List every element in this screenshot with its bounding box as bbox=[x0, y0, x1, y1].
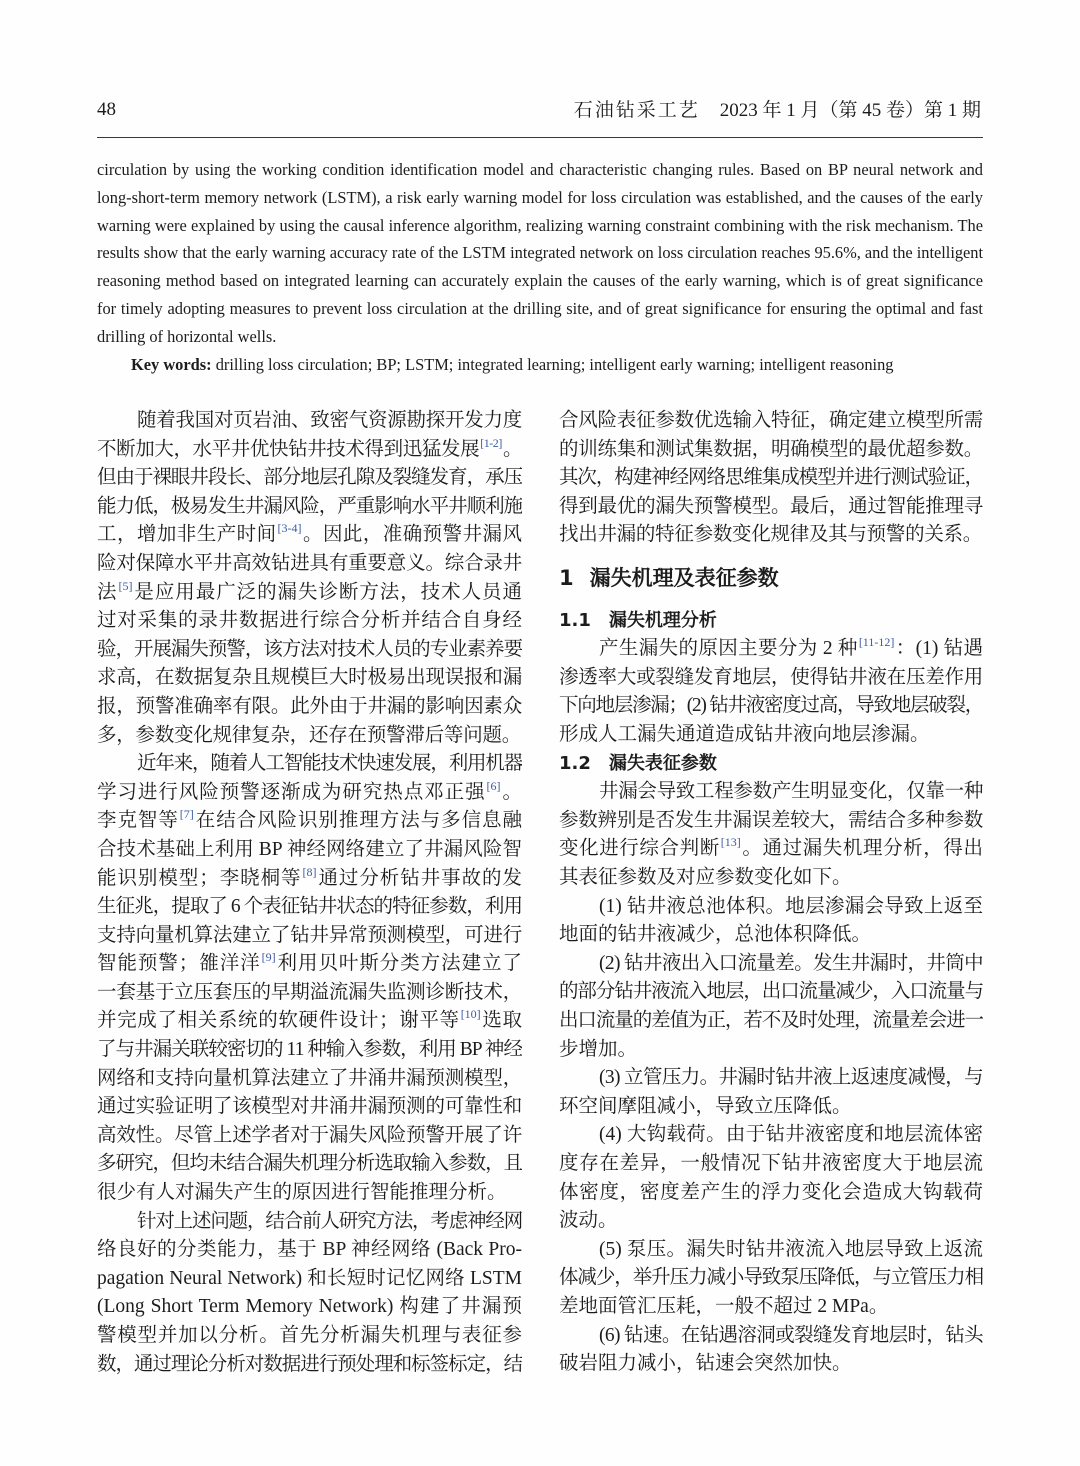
text-segment: 并完成了相关系统的软硬件设计；谢平等 bbox=[97, 1010, 460, 1032]
text-segment: 通过实验证明了该模型对井涌井漏预测的可靠性和 bbox=[97, 1096, 522, 1118]
text-line bbox=[97, 407, 522, 436]
text-segment: 得到最优的漏失预警模型。最后，通过智能推理寻 bbox=[559, 495, 983, 517]
text-line bbox=[97, 212, 983, 240]
abstract-text bbox=[97, 156, 983, 351]
text-segment: 能识别模型；李晓桐等 bbox=[97, 867, 302, 889]
text-line bbox=[559, 721, 983, 750]
text-segment: 差地面管汇压耗，一般不超过 2 MPa。 bbox=[559, 1295, 889, 1317]
text-segment: 。通过漏失机理分析，得出 bbox=[741, 838, 983, 860]
text-segment: 高效性。尽管上述学者对于漏失风险预警开展了许 bbox=[97, 1124, 522, 1146]
body-paragraph bbox=[97, 407, 522, 750]
text-segment: 支持向量机算法建立了钻井异常预测模型，可进行 bbox=[97, 924, 522, 946]
right-column bbox=[559, 407, 983, 1379]
text-segment: 出口流量的差值为正，若不及时处理，流量差会进一 bbox=[559, 1009, 983, 1031]
left-column bbox=[97, 407, 522, 1379]
keywords-label: Key words: bbox=[131, 354, 212, 374]
text-line bbox=[97, 1293, 522, 1322]
text-segment: 工，增加非生产时间 bbox=[97, 524, 277, 546]
citation: [7] bbox=[179, 807, 194, 822]
text-segment: pagation Neural Network) 和长短时记忆网络 LSTM bbox=[97, 1267, 522, 1289]
text-segment: 能力低，极易发生井漏风险，严重影响水平井顺利施 bbox=[97, 495, 522, 517]
text-segment: 。 bbox=[501, 781, 522, 803]
text-line bbox=[97, 979, 522, 1008]
subsection-number: 1.2 bbox=[559, 752, 591, 774]
text-segment: 度存在差异，一般情况下钻井液密度大于地层流 bbox=[559, 1152, 983, 1174]
body-paragraph bbox=[559, 1064, 983, 1121]
text-line bbox=[559, 1064, 983, 1093]
text-segment: 网络和支持向量机算法建立了井涌井漏预测模型， bbox=[97, 1067, 522, 1089]
subsection-heading bbox=[559, 750, 983, 779]
text-segment: reasoning method based on integrated learning can accurately explain the causes of the early warning, which is of great significance bbox=[97, 271, 983, 291]
body-paragraph bbox=[97, 1208, 522, 1380]
body-paragraph bbox=[559, 1121, 983, 1235]
text-segment: 了与井漏关联较密切的 11 种输入参数，利用 BP 神经 bbox=[97, 1039, 522, 1061]
text-line bbox=[97, 693, 522, 722]
text-line bbox=[559, 950, 983, 979]
body-paragraph bbox=[559, 407, 983, 550]
text-line bbox=[97, 267, 983, 295]
text-line bbox=[559, 921, 983, 950]
text-line bbox=[97, 1322, 522, 1351]
text-line bbox=[97, 493, 522, 522]
text-line bbox=[97, 1179, 522, 1208]
text-line bbox=[559, 521, 983, 550]
text-segment: 变化进行综合判断 bbox=[559, 838, 720, 860]
text-line bbox=[97, 893, 522, 922]
citation: [6] bbox=[486, 778, 501, 793]
text-line bbox=[97, 1093, 522, 1122]
text-line bbox=[97, 184, 983, 212]
text-segment: 的训练集和测试集数据，明确模型的最优超参数。 bbox=[559, 438, 983, 460]
text-segment: 破岩阻力减小，钻速会突然加快。 bbox=[559, 1353, 852, 1375]
text-segment: for timely adopting measures to prevent loss circulation at the drilling site, and of great significance for ensuring the optimal and fast bbox=[97, 298, 983, 318]
text-line bbox=[559, 493, 983, 522]
text-line bbox=[97, 807, 522, 836]
text-segment: 一套基于立压套压的早期溢流漏失监测诊断技术， bbox=[97, 981, 522, 1003]
text-segment: 随着我国对页岩油、致密气资源勘探开发力度 bbox=[137, 410, 522, 431]
text-line bbox=[559, 407, 983, 436]
text-segment: 但由于裸眼井段长、部分地层孔隙及裂缝发育，承压 bbox=[97, 467, 522, 489]
text-line bbox=[97, 779, 522, 808]
section-heading bbox=[559, 550, 983, 607]
text-line bbox=[559, 1121, 983, 1150]
body-paragraph bbox=[559, 1236, 983, 1322]
text-line bbox=[97, 1007, 522, 1036]
text-segment: (6) 钻速。在钻遇溶洞或裂缝发育地层时，钻头 bbox=[599, 1324, 983, 1346]
text-segment: circulation by using the working condition identification model and characteristic changing rules. Based on BP neural network and bbox=[97, 160, 983, 179]
text-segment: 其次，构建神经网络思维集成模型并进行测试验证， bbox=[559, 467, 983, 489]
text-line bbox=[559, 1293, 983, 1322]
text-segment: (1) 钻井液总池体积。地层渗漏会导致上返至 bbox=[599, 895, 983, 917]
text-line bbox=[97, 156, 983, 184]
subsections bbox=[559, 607, 983, 1379]
text-segment: 合技术基础上利用 BP 神经网络建立了井漏风险智 bbox=[97, 838, 522, 860]
text-line bbox=[559, 664, 983, 693]
body-paragraph bbox=[97, 156, 983, 351]
text-segment: 很少有人对漏失产生的原因进行智能推理分析。 bbox=[97, 1182, 507, 1204]
text-line bbox=[97, 521, 522, 550]
text-segment: 参数辨别是否发生井漏误差较大，需结合多种参数 bbox=[559, 809, 983, 831]
text-segment: 近年来，随着人工智能技术快速发展，利用机器 bbox=[137, 753, 522, 775]
text-line bbox=[97, 1236, 522, 1265]
text-segment: 井漏会导致工程参数产生明显变化，仅靠一种 bbox=[599, 781, 983, 803]
section-title: 漏失机理及表征参数 bbox=[589, 565, 779, 590]
body-paragraph bbox=[559, 778, 983, 892]
journal-name: 石油钻采工艺 bbox=[573, 99, 700, 121]
text-line bbox=[559, 1264, 983, 1293]
citation: [1-2] bbox=[480, 435, 502, 450]
page-number: 48 bbox=[97, 99, 116, 120]
text-segment: 环空间摩阻减小，导致立压降低。 bbox=[559, 1095, 852, 1117]
text-segment: (3) 立管压力。井漏时钻井液上返速度减慢，与 bbox=[599, 1067, 983, 1089]
text-line bbox=[97, 1036, 522, 1065]
text-line bbox=[97, 950, 522, 979]
keywords-text: drilling loss circulation; BP; LSTM; integrated learning; intelligent early warning; intelligent reasoning bbox=[215, 354, 894, 374]
text-line bbox=[559, 1007, 983, 1036]
text-line bbox=[97, 1150, 522, 1179]
subsection-number: 1.1 bbox=[559, 609, 591, 631]
text-line bbox=[97, 722, 522, 751]
text-segment: 地面的钻井液减少，总池体积降低。 bbox=[559, 924, 872, 946]
text-segment: 针对上述问题，结合前人研究方法，考虑神经网 bbox=[137, 1210, 522, 1232]
text-segment: 。因此，准确预警井漏风 bbox=[302, 524, 522, 546]
text-segment: 体减少，举升压力减小导致泵压降低，与立管压力相 bbox=[559, 1267, 983, 1289]
text-segment: ：(1) 钻遇 bbox=[895, 638, 983, 660]
citation: [13] bbox=[720, 835, 741, 850]
text-line bbox=[97, 750, 522, 779]
text-segment: 产生漏失的原因主要分为 2 种 bbox=[599, 638, 858, 660]
text-line bbox=[559, 893, 983, 922]
text-segment: 验，开展漏失预警，该方法对技术人员的专业素养要 bbox=[97, 638, 522, 660]
text-line bbox=[97, 607, 522, 636]
text-segment: 求高，在数据复杂且规模巨大时极易出现误报和漏 bbox=[97, 667, 522, 689]
text-line bbox=[559, 835, 983, 864]
text-line bbox=[97, 323, 983, 351]
text-segment: (5) 泵压。漏失时钻井液流入地层导致上返流 bbox=[599, 1238, 983, 1260]
citation: [9] bbox=[261, 950, 276, 965]
text-line bbox=[97, 636, 522, 665]
citation: [8] bbox=[302, 864, 317, 879]
text-line bbox=[97, 1208, 522, 1237]
text-segment: 找出井漏的特征参数变化规律及其与预警的关系。 bbox=[559, 524, 982, 546]
text-segment: 利用贝叶斯分类方法建立了 bbox=[276, 953, 522, 975]
text-segment: 李克智等 bbox=[97, 810, 179, 832]
text-segment: 通过分析钻井事故的发 bbox=[317, 867, 522, 889]
body-paragraph bbox=[559, 893, 983, 950]
text-line bbox=[97, 1065, 522, 1094]
text-segment: 不断加大，水平井优快钻井技术得到迅猛发展 bbox=[97, 438, 480, 460]
text-segment: 多研究，但均未结合漏失机理分析选取输入参数，且 bbox=[97, 1153, 522, 1175]
body-paragraph bbox=[559, 950, 983, 1064]
text-segment: (2) 钻井液出入口流量差。发生井漏时，井筒中 bbox=[599, 952, 983, 974]
text-line bbox=[97, 550, 522, 579]
text-segment: (4) 大钩载荷。由于钻井液密度和地层流体密 bbox=[599, 1124, 983, 1146]
subsection-title: 漏失机理分析 bbox=[608, 609, 717, 631]
text-segment: 在结合风险识别推理方法与多信息融 bbox=[194, 810, 522, 832]
citation: [11-12] bbox=[858, 635, 895, 650]
text-segment: 其表征参数及对应参数变化如下。 bbox=[559, 867, 852, 888]
header-rule bbox=[97, 137, 983, 138]
text-segment: 是应用最广泛的漏失诊断方法，技术人员通 bbox=[133, 581, 522, 603]
subsection-title: 漏失表征参数 bbox=[608, 752, 717, 774]
citation: [10] bbox=[460, 1007, 481, 1022]
text-line bbox=[97, 436, 522, 465]
text-line bbox=[559, 692, 983, 721]
journal-info bbox=[574, 95, 981, 126]
body-paragraph bbox=[97, 750, 522, 1208]
subsection-heading bbox=[559, 607, 983, 636]
citation: [5] bbox=[118, 578, 133, 593]
text-line bbox=[97, 836, 522, 865]
text-segment: 形成人工漏失通道造成钻井液向地层渗漏。 bbox=[559, 724, 930, 746]
text-line bbox=[559, 807, 983, 836]
issue-info: 2023 年 1 月（第 45 卷）第 1 期 bbox=[719, 100, 981, 121]
text-line bbox=[559, 1322, 983, 1351]
text-segment: 下向地层渗漏；(2) 钻井液密度过高，导致地层破裂， bbox=[559, 695, 983, 717]
continued-text bbox=[559, 407, 983, 550]
text-segment: 学习进行风险预警逐渐成为研究热点邓正强 bbox=[97, 781, 486, 803]
text-segment: warning were explained by using the causal inference algorithm, realizing warning constraint combining with the risk mechanism. The bbox=[97, 215, 983, 235]
keywords-line bbox=[97, 351, 983, 379]
text-line bbox=[559, 635, 983, 664]
text-segment: 生征兆，提取了 6 个表征钻井状态的特征参数，利用 bbox=[97, 896, 522, 918]
text-segment: 选取 bbox=[481, 1010, 522, 1032]
body-paragraph bbox=[559, 1322, 983, 1379]
running-header bbox=[97, 95, 983, 125]
text-segment: 波动。 bbox=[559, 1210, 618, 1232]
text-line bbox=[559, 778, 983, 807]
text-segment: long-short-term memory network (LSTM), a risk early warning model for loss circulation was established, and the causes of the early bbox=[97, 187, 983, 207]
text-line bbox=[97, 1351, 522, 1380]
text-line bbox=[559, 978, 983, 1007]
text-segment: 的部分钻井液流入地层，出口流量减少，入口流量与 bbox=[559, 981, 983, 1003]
text-line bbox=[97, 1265, 522, 1294]
text-segment: 险对保障水平井高效钻进具有重要意义。综合录井 bbox=[97, 552, 522, 574]
citation: [3-4] bbox=[277, 521, 302, 536]
text-line bbox=[97, 295, 983, 323]
text-segment: results show that the early warning accuracy rate of the LSTM integrated network on loss circulation reaches 95.6%, and the intelligent bbox=[97, 243, 983, 263]
text-segment: 过对采集的录井数据进行综合分析并结合自身经 bbox=[97, 610, 522, 632]
english-abstract bbox=[97, 156, 983, 378]
text-segment: 智能预警；雒洋洋 bbox=[97, 953, 261, 975]
text-segment: 合风险表征参数优选输入特征，确定建立模型所需 bbox=[559, 410, 983, 431]
text-segment: 渗透率大或裂缝发育地层，使得钻井液在压差作用 bbox=[559, 666, 983, 688]
text-line bbox=[97, 865, 522, 894]
text-segment: 警模型并加以分析。首先分析漏失机理与表征参 bbox=[97, 1325, 522, 1346]
text-line bbox=[559, 464, 983, 493]
text-line bbox=[559, 436, 983, 465]
text-segment: 数，通过理论分析对数据进行预处理和标签标定，结 bbox=[97, 1353, 522, 1375]
text-line bbox=[559, 1207, 983, 1236]
text-segment: 络良好的分类能力，基于 BP 神经网络 (Back Pro- bbox=[97, 1239, 522, 1261]
text-segment: 体密度，密度差产生的浮力变化会造成大钩载荷 bbox=[559, 1181, 983, 1203]
text-line bbox=[559, 1236, 983, 1265]
text-segment: 多，参数变化规律复杂，还存在预警滞后等问题。 bbox=[97, 724, 522, 746]
text-segment: (Long Short Term Memory Network) 构建了井漏预 bbox=[97, 1296, 522, 1318]
section-number: 1 bbox=[559, 565, 574, 590]
text-segment: drilling of horizontal wells. bbox=[97, 326, 277, 346]
text-line bbox=[559, 864, 983, 893]
text-line bbox=[559, 1093, 983, 1122]
text-line bbox=[97, 464, 522, 493]
body-paragraph bbox=[559, 635, 983, 749]
text-line bbox=[97, 664, 522, 693]
text-line bbox=[97, 579, 522, 608]
text-segment: 报，预警准确率有限。此外由于井漏的影响因素众 bbox=[97, 695, 522, 717]
text-segment: 法 bbox=[97, 581, 118, 603]
text-line bbox=[97, 239, 983, 267]
text-line bbox=[559, 1150, 983, 1179]
text-line bbox=[97, 922, 522, 951]
text-line bbox=[559, 1036, 983, 1065]
text-segment: 步增加。 bbox=[559, 1038, 638, 1060]
text-line bbox=[97, 1122, 522, 1151]
text-line bbox=[559, 1179, 983, 1208]
text-segment: 。 bbox=[502, 438, 522, 460]
text-line bbox=[559, 1350, 983, 1379]
